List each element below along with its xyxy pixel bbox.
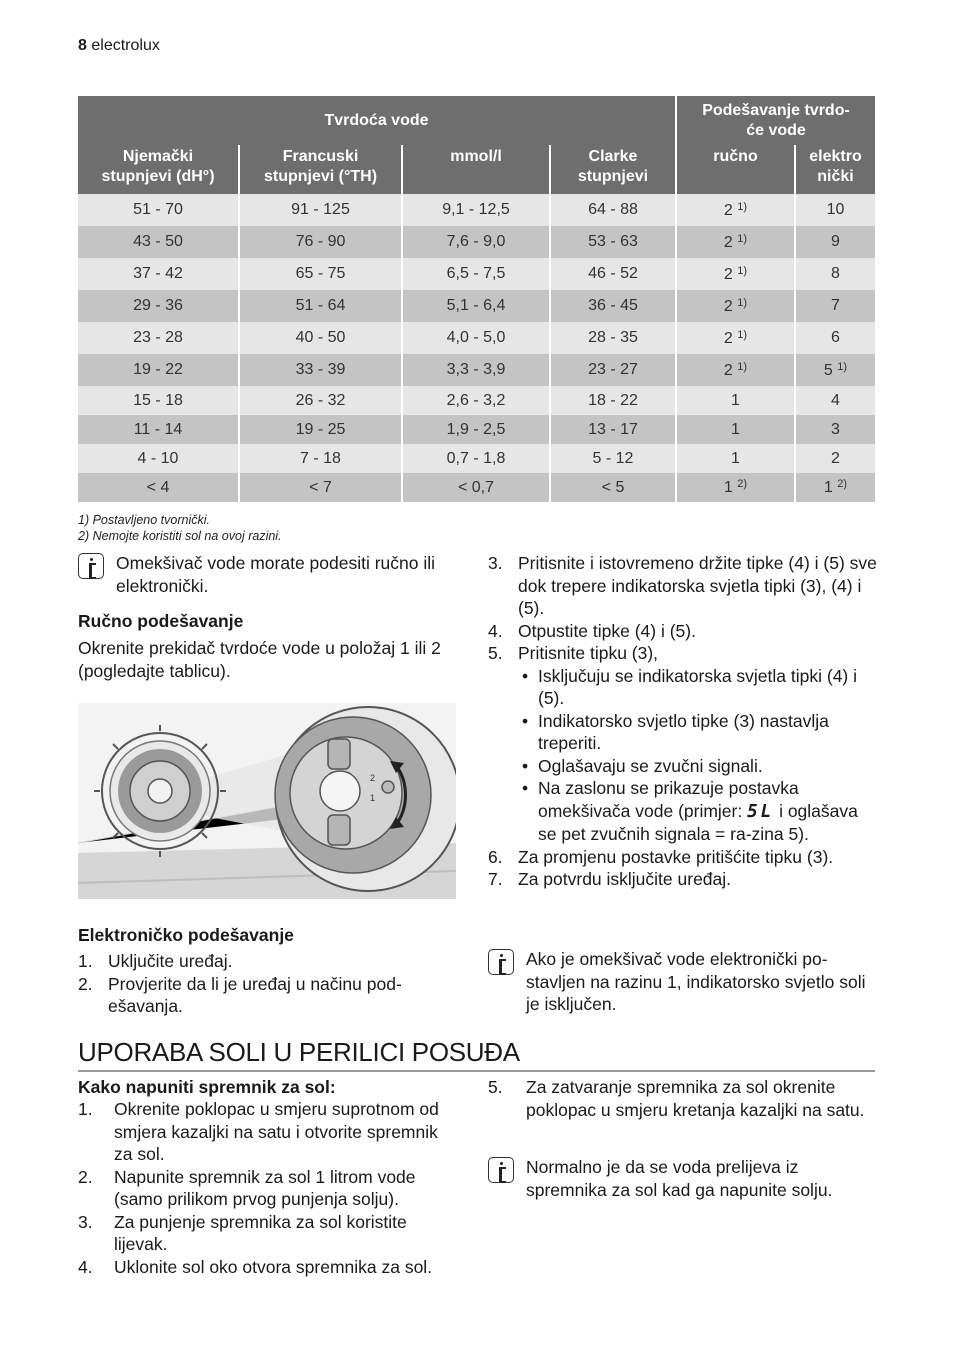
brand-name: electrolux bbox=[91, 37, 160, 54]
list-item bbox=[518, 710, 880, 755]
small-dial bbox=[94, 725, 226, 857]
step-number: 1. bbox=[78, 1099, 93, 1119]
info-text: Normalno je da se voda prelijeva iz spremnika za sol kad ga napunite solju. bbox=[526, 1157, 833, 1200]
table-cell bbox=[239, 444, 402, 473]
table-cell bbox=[239, 354, 402, 386]
cell-value: 46 - 52 bbox=[588, 265, 638, 282]
cell-value: 2 bbox=[831, 449, 840, 467]
list-item bbox=[78, 950, 468, 973]
table-row bbox=[78, 258, 875, 290]
cell-value: 23 - 27 bbox=[588, 361, 638, 378]
table-cell bbox=[676, 354, 795, 386]
table-row bbox=[78, 354, 875, 386]
steps-6-7 bbox=[488, 846, 880, 891]
list-item bbox=[488, 846, 880, 869]
cell-value: 19 - 25 bbox=[295, 420, 346, 438]
cell-value: 65 - 75 bbox=[295, 265, 346, 282]
cell-value: 91 - 125 bbox=[291, 201, 350, 218]
cell-value: 37 - 42 bbox=[133, 265, 183, 282]
table-row bbox=[78, 322, 875, 354]
table-cell bbox=[550, 226, 676, 258]
table-cell bbox=[78, 415, 239, 444]
table-cell bbox=[402, 290, 550, 322]
step-number: 5. bbox=[488, 643, 503, 663]
table-cell bbox=[402, 322, 550, 354]
header-mmol-l1: mmol/l bbox=[450, 148, 502, 165]
cell-value: < 0,7 bbox=[457, 478, 495, 496]
step-number: 4. bbox=[78, 1256, 93, 1277]
table-cell bbox=[78, 226, 239, 258]
cell-value: 4 bbox=[831, 391, 840, 409]
bullet-text-part: Na zaslonu se prikazuje postavka omekšivača vode (primjer: bbox=[538, 778, 799, 821]
table-cell bbox=[550, 444, 676, 473]
step-5-bullets bbox=[518, 665, 880, 846]
list-item bbox=[78, 973, 468, 1018]
table-cell bbox=[402, 226, 550, 258]
table-cell bbox=[78, 290, 239, 322]
cell-value: < 4 bbox=[146, 478, 170, 496]
table-cell bbox=[550, 258, 676, 290]
step-text: Za potvrdu isključite uređaj. bbox=[518, 869, 732, 889]
cell-value: 64 - 88 bbox=[588, 201, 638, 218]
cell-value: 3 bbox=[831, 420, 840, 438]
step-number: 3. bbox=[78, 1211, 93, 1232]
dial-drawing bbox=[78, 703, 456, 899]
table-cell bbox=[676, 290, 795, 322]
section-title: UPORABA SOLI U PERILICI POSUĐA bbox=[78, 1036, 875, 1072]
cell-value: 43 - 50 bbox=[133, 233, 183, 250]
table-cell bbox=[795, 473, 875, 502]
info-text: Ako je omekšivač vode elektronički po-stavljen na razinu 1, indikatorsko svjetlo soli je isključen. bbox=[526, 949, 866, 1014]
step-number: 4. bbox=[488, 620, 503, 641]
water-hardness-dial-illustration bbox=[78, 703, 456, 899]
table-cell bbox=[239, 386, 402, 415]
cell-value: 6 bbox=[831, 329, 840, 346]
header-german-l1: Njemački bbox=[122, 148, 194, 165]
group-header-hardness: Tvrdoća vode bbox=[78, 96, 676, 145]
cell-value: 2,6 - 3,2 bbox=[446, 391, 506, 409]
list-item bbox=[518, 777, 880, 846]
step-text: Uključite uređaj. bbox=[108, 951, 233, 971]
table-cell bbox=[239, 226, 402, 258]
step-text: Za zatvaranje spremnika za sol okrenite poklopac u smjeru kretanja kazaljki na satu. bbox=[526, 1077, 865, 1120]
bullet-icon: • bbox=[522, 665, 529, 686]
step-text: Za punjenje spremnika za sol koristite lijevak. bbox=[114, 1211, 407, 1254]
bullet-text-part: i oglašava se pet zvučnih signala = ra-zina 5). bbox=[538, 800, 858, 844]
step-text: Pritisnite i istovremeno držite tipke (4) i (5) sve dok trepere indikatorska svjetla tipki (3), (4) i (5). bbox=[518, 553, 877, 618]
table-footnotes bbox=[78, 512, 282, 544]
info-icon bbox=[488, 1157, 514, 1183]
cell-value: 1 bbox=[723, 479, 733, 496]
table-row bbox=[78, 444, 875, 473]
cell-value: 1 bbox=[731, 391, 740, 409]
cell-value: 19 - 22 bbox=[133, 361, 183, 378]
footnote-ref: 2) bbox=[737, 478, 748, 490]
bullet-icon: • bbox=[522, 710, 529, 731]
header-manual-l1: ručno bbox=[713, 148, 758, 165]
page-number: 8 bbox=[78, 37, 87, 54]
dial-label-1: 1 bbox=[370, 793, 376, 803]
table-cell bbox=[795, 354, 875, 386]
info-text: Omekšivač vode morate podesiti ručno ili elektronički. bbox=[116, 553, 436, 596]
cell-value: 29 - 36 bbox=[133, 297, 183, 314]
table-cell bbox=[78, 194, 239, 226]
header-mmol bbox=[402, 145, 550, 194]
step-text: Pritisnite tipku (3), bbox=[518, 643, 659, 663]
table-cell bbox=[78, 354, 239, 386]
header-french bbox=[239, 145, 402, 194]
info-note-electronic-level bbox=[488, 948, 880, 1016]
step-text: Okrenite poklopac u smjeru suprotnom od smjera kazaljki na satu i otvorite spremnik za sol. bbox=[114, 1099, 439, 1164]
list-item bbox=[78, 1098, 458, 1166]
cell-value: 3,3 - 3,9 bbox=[446, 361, 506, 378]
large-dial bbox=[275, 707, 456, 891]
bullet-text: Isključuju se indikatorska svjetla tipki (4) i (5). bbox=[538, 665, 858, 708]
table-cell bbox=[676, 386, 795, 415]
dial-label-2: 2 bbox=[370, 773, 376, 783]
table-cell bbox=[550, 290, 676, 322]
info-note-softener bbox=[78, 552, 468, 597]
fill-salt-steps bbox=[78, 1098, 458, 1278]
footnote: 1) Postavljeno tvornički. bbox=[78, 513, 211, 527]
table-cell bbox=[78, 473, 239, 502]
table-cell bbox=[795, 386, 875, 415]
header-electronic-l1: elektro bbox=[809, 148, 862, 165]
table-cell bbox=[676, 415, 795, 444]
footnote-ref: 2) bbox=[837, 478, 848, 490]
cell-value: 76 - 90 bbox=[295, 233, 346, 250]
list-item bbox=[78, 1211, 458, 1256]
table-cell bbox=[78, 322, 239, 354]
table-cell bbox=[239, 258, 402, 290]
cell-value: 1 bbox=[731, 420, 740, 438]
footnote-ref: 1) bbox=[737, 360, 748, 373]
step-text: Provjerite da li je uređaj u načinu pod-ešavanja. bbox=[108, 973, 402, 1016]
step-text: Za promjenu postavke pritišćite tipku (3). bbox=[518, 846, 834, 867]
table-row bbox=[78, 386, 875, 415]
table-cell bbox=[550, 322, 676, 354]
electronic-setting-title: Elektroničko podešavanje bbox=[78, 925, 294, 945]
step-text: Napunite spremnik za sol 1 litrom vode (samo prilikom prvog punjenja solju). bbox=[114, 1166, 416, 1209]
bullet-text bbox=[538, 777, 880, 846]
header-german bbox=[78, 145, 239, 194]
header-manual bbox=[676, 145, 795, 194]
step-number: 1. bbox=[78, 951, 93, 971]
cell-value: 53 - 63 bbox=[588, 233, 638, 250]
table-cell bbox=[676, 194, 795, 226]
steps-3-5 bbox=[488, 552, 880, 665]
list-item bbox=[518, 755, 880, 778]
fill-salt-title: Kako napuniti spremnik za sol: bbox=[78, 1077, 336, 1097]
header-french-l1: Francuski bbox=[282, 148, 359, 165]
table-cell bbox=[795, 322, 875, 354]
table-cell bbox=[676, 444, 795, 473]
electronic-steps-continued bbox=[488, 552, 880, 891]
step-text: Otpustite tipke (4) i (5). bbox=[518, 620, 696, 641]
water-hardness-table bbox=[78, 96, 875, 502]
table-cell bbox=[550, 415, 676, 444]
table-cell bbox=[239, 473, 402, 502]
cell-value: 36 - 45 bbox=[588, 297, 638, 314]
header-electronic-l2: nički bbox=[817, 168, 854, 185]
cell-value: 9,1 - 12,5 bbox=[442, 201, 510, 218]
cell-value: 5 - 12 bbox=[592, 449, 634, 467]
cell-value: < 7 bbox=[309, 478, 332, 496]
manual-setting-title: Ručno podešavanje bbox=[78, 611, 244, 631]
list-item bbox=[488, 642, 880, 665]
cell-value: 11 - 14 bbox=[133, 420, 183, 438]
table-cell bbox=[795, 258, 875, 290]
header-clarke-l2: stupnjevi bbox=[577, 168, 649, 185]
cell-value: 18 - 22 bbox=[588, 391, 638, 409]
cell-value: 8 bbox=[831, 265, 840, 282]
table-row bbox=[78, 473, 875, 502]
table-cell bbox=[795, 444, 875, 473]
table-row bbox=[78, 226, 875, 258]
cell-value: 2 bbox=[723, 361, 733, 379]
cell-value: 5 bbox=[823, 361, 833, 379]
table-cell bbox=[239, 194, 402, 226]
fill-salt-section bbox=[78, 1076, 468, 1278]
cell-value: 15 - 18 bbox=[133, 391, 183, 409]
cell-value: 0,7 - 1,8 bbox=[446, 449, 506, 467]
table-cell bbox=[550, 194, 676, 226]
cell-value: 1 bbox=[731, 449, 740, 467]
cell-value: 28 - 35 bbox=[588, 329, 638, 346]
cell-value: 2 bbox=[723, 329, 733, 347]
cell-value: 2 bbox=[723, 297, 733, 315]
header-german-l2: stupnjevi (dH°) bbox=[101, 168, 215, 185]
table-cell bbox=[795, 226, 875, 258]
table-cell bbox=[402, 415, 550, 444]
table-cell bbox=[402, 258, 550, 290]
list-item bbox=[518, 665, 880, 710]
footnote-ref: 1) bbox=[737, 232, 748, 245]
step-number: 6. bbox=[488, 846, 503, 867]
list-item bbox=[488, 620, 880, 643]
table-cell bbox=[795, 415, 875, 444]
table-cell bbox=[402, 386, 550, 415]
electronic-steps bbox=[78, 950, 468, 1018]
table-row bbox=[78, 415, 875, 444]
manual-setting-text: Okrenite prekidač tvrdoće vode u položaj 1 ili 2 (pogledajte tablicu). bbox=[78, 638, 441, 681]
step-number: 3. bbox=[488, 553, 503, 573]
table-cell bbox=[676, 473, 795, 502]
header-electronic bbox=[795, 145, 875, 194]
step-number: 2. bbox=[78, 973, 93, 994]
table-cell bbox=[676, 322, 795, 354]
cell-value: 2 bbox=[723, 201, 733, 219]
table-cell bbox=[550, 354, 676, 386]
step-number: 2. bbox=[78, 1166, 93, 1187]
cell-value: 13 - 17 bbox=[588, 420, 638, 438]
cell-value: 10 bbox=[826, 201, 845, 218]
cell-value: 7,6 - 9,0 bbox=[446, 233, 506, 250]
cell-value: < 5 bbox=[601, 478, 625, 496]
list-item bbox=[78, 1166, 458, 1211]
cell-value: 1,9 - 2,5 bbox=[446, 420, 506, 438]
info-note-overflow bbox=[488, 1156, 880, 1201]
table-cell bbox=[239, 322, 402, 354]
table-row bbox=[78, 290, 875, 322]
info-icon bbox=[78, 553, 104, 579]
table-cell bbox=[402, 354, 550, 386]
cell-value: 7 bbox=[831, 297, 840, 314]
manual-setting-section bbox=[78, 610, 468, 682]
group-header-setting: Podešavanje tvrdo- će vode bbox=[676, 96, 875, 145]
footnote-ref: 1) bbox=[737, 328, 748, 341]
cell-value: 6,5 - 7,5 bbox=[446, 265, 506, 282]
electronic-setting-section bbox=[78, 924, 468, 1018]
table-cell bbox=[795, 290, 875, 322]
cell-value: 51 - 64 bbox=[295, 297, 346, 314]
table-cell bbox=[78, 386, 239, 415]
footnote: 2) Nemojte koristiti sol na ovoj razini. bbox=[78, 529, 282, 543]
table-row bbox=[78, 194, 875, 226]
info-icon bbox=[488, 949, 514, 975]
fill-salt-step-5 bbox=[488, 1076, 880, 1121]
footnote-ref: 1) bbox=[837, 360, 848, 373]
list-item bbox=[488, 1076, 880, 1121]
cell-value: 1 bbox=[823, 479, 833, 496]
header-clarke-l1: Clarke bbox=[588, 148, 638, 165]
display-example: 5L bbox=[747, 801, 775, 822]
table-cell bbox=[550, 386, 676, 415]
cell-value: 5,1 - 6,4 bbox=[446, 297, 506, 314]
footnote-ref: 1) bbox=[737, 200, 748, 213]
table-cell bbox=[795, 194, 875, 226]
cell-value: 2 bbox=[723, 265, 733, 283]
list-item bbox=[78, 1256, 458, 1279]
cell-value: 33 - 39 bbox=[295, 361, 346, 378]
table-cell bbox=[550, 473, 676, 502]
fill-salt-continued bbox=[488, 1076, 880, 1121]
table-cell bbox=[676, 258, 795, 290]
table-cell bbox=[402, 194, 550, 226]
list-item bbox=[488, 868, 880, 891]
page-header bbox=[78, 37, 160, 55]
bullet-text: Oglašavaju se zvučni signali. bbox=[538, 755, 763, 776]
header-french-l2: stupnjevi (°TH) bbox=[263, 168, 378, 185]
footnote-ref: 1) bbox=[737, 296, 748, 309]
cell-value: 26 - 32 bbox=[295, 391, 346, 409]
footnote-ref: 1) bbox=[737, 264, 748, 277]
bullet-icon: • bbox=[522, 755, 529, 776]
table-cell bbox=[402, 473, 550, 502]
step-number: 5. bbox=[488, 1077, 503, 1097]
table-cell bbox=[239, 415, 402, 444]
cell-value: 2 bbox=[723, 233, 733, 251]
step-text: Uklonite sol oko otvora spremnika za sol. bbox=[114, 1256, 433, 1277]
cell-value: 4,0 - 5,0 bbox=[446, 329, 506, 346]
table-cell bbox=[78, 258, 239, 290]
cell-value: 4 - 10 bbox=[137, 449, 179, 467]
bullet-icon: • bbox=[522, 778, 529, 798]
table-cell bbox=[676, 226, 795, 258]
cell-value: 40 - 50 bbox=[295, 329, 346, 346]
step-number: 7. bbox=[488, 869, 503, 889]
header-clarke bbox=[550, 145, 676, 194]
cell-value: 7 - 18 bbox=[300, 449, 341, 467]
bullet-text: Indikatorsko svjetlo tipke (3) nastavlja treperiti. bbox=[538, 710, 829, 753]
table-cell bbox=[239, 290, 402, 322]
table-cell bbox=[78, 444, 239, 473]
cell-value: 9 bbox=[831, 233, 840, 250]
cell-value: 23 - 28 bbox=[133, 329, 183, 346]
cell-value: 51 - 70 bbox=[133, 201, 183, 218]
table-cell bbox=[402, 444, 550, 473]
list-item bbox=[488, 552, 880, 620]
